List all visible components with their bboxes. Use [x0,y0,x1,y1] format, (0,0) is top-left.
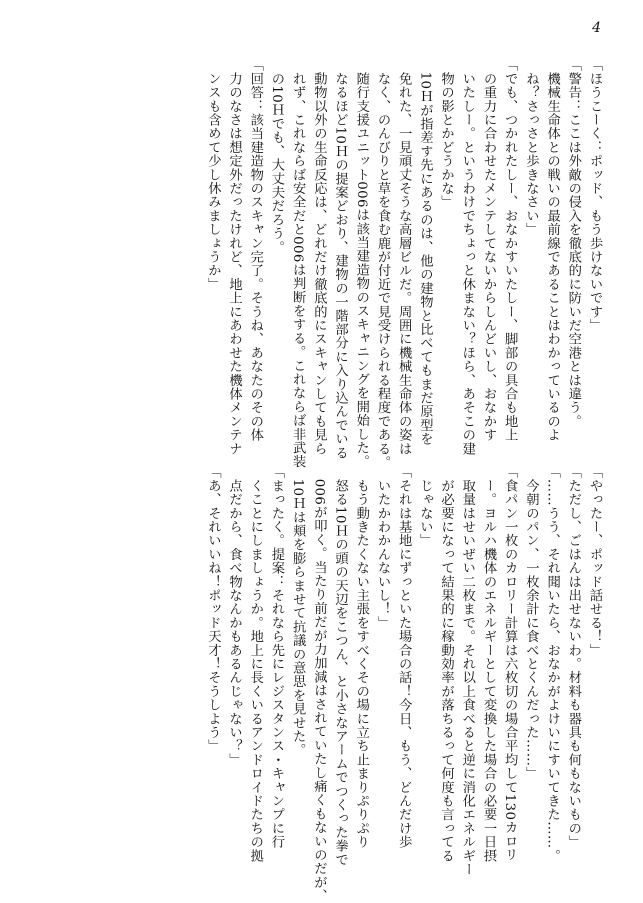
text-line: 取量はせいぜい二枚まで。それ以上食べると逆に消化エネルギー [459,465,475,876]
page-number: 4 [592,20,601,36]
text-line: なく、のんびりと草を食む鹿が付近で見受けられる程度である。 [374,58,390,469]
upper-text-block [202,58,605,469]
text-line: 「ほうこーく：ポッド、もう歩けないです」 [587,58,602,332]
text-line: くことにしましょうか。地上に長くいるアンドロイドたちの拠 [247,465,263,863]
text-line: 「でも、つかれたしー、おなかすいたしー、脚部の具合も地上 [502,58,518,442]
text-line: 免れた、一見頑丈そうな高層ビルだ。周囲に機械生命体の姿は [396,58,412,456]
text-line: じゃない」 [417,465,433,548]
text-line: 力のなさは想定外だったけれど、地上にあわせた機体メンテナ [226,58,242,456]
text-line: 「まったく。提案：それなら先にレジスタンス・キャンプに行 [268,465,284,849]
lower-text-block [202,465,605,903]
text-line: 動物以外の生命反応は、どれだけ徹底的にスキャンしても見ら [311,58,327,456]
text-line: 「あ、それいいね！ポッド天才！そうしよう」 [205,465,221,753]
text-line: 物の影とかどうかな」 [438,58,454,209]
text-line: ンスも含めて少し休みましょうか」 [205,58,221,291]
text-line: 「やったー、ポッド話せる！」 [587,465,602,657]
text-line: 怒る10Ｈの頭の天辺をこつん、と小さなアームでつくった拳で [332,465,348,867]
text-line: 随行支援ユニット006は該当建造物のスキャニングを開始した。 [353,58,369,469]
text-line: 「……うう、それ聞いたら、おなかがよけいにすいてきた……。 [544,465,560,863]
text-line: 10Ｈが指差す先にあるのは、他の建物と比べてもまだ原型を [417,58,433,446]
text-line: 今朝のパン、一枚余計に食べとくんだった……」 [523,465,539,781]
text-line: 「ただし、ごはんは出せないわ。材料も器具も何もないもの」 [565,465,581,849]
text-line: 「回答：該当建造物のスキャン完了。そうね、あなたのその体 [247,58,263,442]
text-line: いたかわかんないし！」 [374,465,390,630]
text-line: 「食パン一枚のカロリー計算は六枚切の場合平均して130カロリ [502,465,518,862]
text-line: の10Ｈでも、大丈夫だろう。 [268,58,284,254]
text-line: いたしー。というわけでちょっと休まない？ほら、あそこの建 [459,58,475,456]
text-line: もう動きたくない主張をすべくその場に立ち止まりぷりぷり [353,465,369,849]
text-line: 機械生命体との戦いの最前線であることはわかっているのよ [544,58,560,442]
text-line: 「警告：ここは外敵の侵入を徹底的に防いだ空港とは違う。 [565,58,581,428]
text-line: ー。ヨルハ機体のエネルギーとして変換した場合の必要一日摂 [480,465,496,863]
text-line: 「それは基地にずっといた場合の話！今日、もう、どんだけ歩 [396,465,412,849]
text-line: 10Ｈは頬を膨らませて抗議の意思を見せた。 [290,465,306,757]
text-line: の重力に合わせたメンテしてないからしんどいし、おなかす [480,58,496,442]
text-line: 006が叩く。当たり前だが力加減はされていたし痛くもないのだが、 [311,465,327,903]
text-line: が必要になって結果的に稼動効率が落ちるって何度も言ってる [438,465,454,863]
text-line: なるほど10Ｈの提案どおり、建物の一階部分に入り込んでいる [332,58,348,460]
text-line: れず、これならば安全だと006は判断をする。これならば非武装 [290,58,306,469]
text-line: 点だから、食べ物なんかもあるんじゃない？」 [226,465,242,767]
text-line: ね？さっさと歩きなさい」 [523,58,539,237]
